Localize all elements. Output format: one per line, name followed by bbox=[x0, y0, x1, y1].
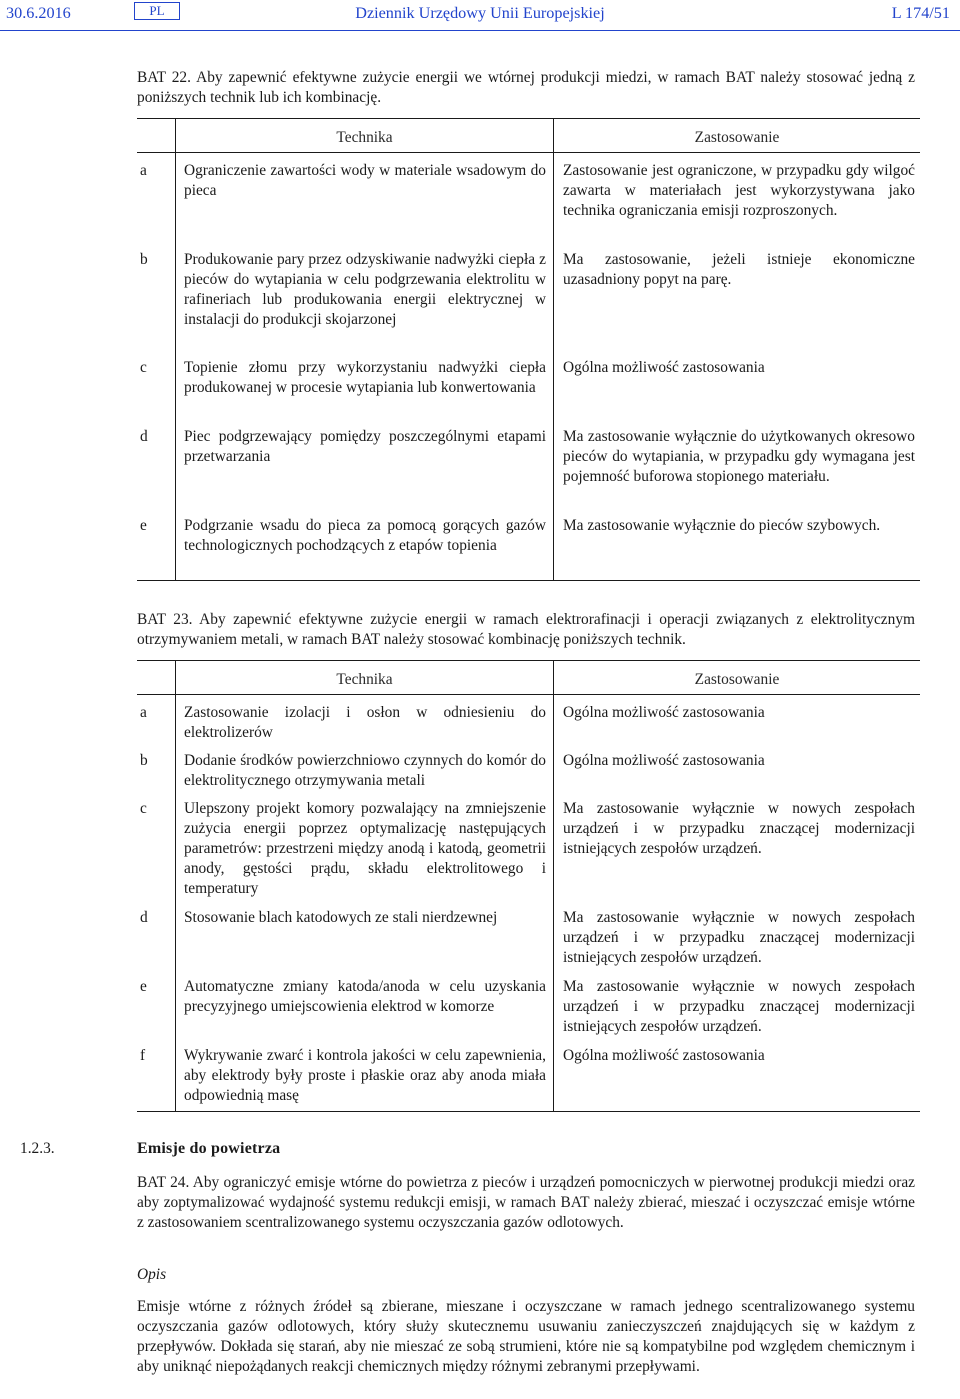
bat23-row-letter: f bbox=[140, 1047, 146, 1064]
section-number: 1.2.3. bbox=[20, 1140, 55, 1157]
bat22-intro: BAT 22. Aby zapewnić efektywne zużycie energii we wtórnej produkcji miedzi, w ramach BAT należy stosować jedną z poniższych technik lub ich kombinację. bbox=[137, 69, 915, 106]
bat23-row-applicability: Ma zastosowanie wyłącznie w nowych zespołach urządzeń i w przypadku znaczącej modernizacji istniejących zespołów urządzeń. bbox=[563, 909, 915, 966]
bat22-row-applicability: Ma zastosowanie wyłącznie do użytkowanych okresowo pieców do wytapiania, w przypadku gdy wymagana jest pojemność buforowa stopionego materiału. bbox=[563, 428, 915, 485]
bat22-col-rule-1 bbox=[175, 118, 176, 580]
bat22-col-rule-2 bbox=[553, 118, 554, 580]
bat23-row-applicability: Ogólna możliwość zastosowania bbox=[563, 1047, 765, 1064]
bat22-table-top-rule bbox=[137, 118, 920, 119]
bat23-header-rule bbox=[137, 694, 920, 695]
bat23-row-letter: c bbox=[140, 800, 147, 817]
bat22-row-technique: Produkowanie pary przez odzyskiwanie nadwyżki ciepła z pieców do wytapiania w celu podgrzewania elektrolitu w rafineriach lub produkowania energii elektrycznej w instalacji do produkcji skojarzonej bbox=[184, 251, 546, 328]
bat23-row-technique: Ulepszony projekt komory pozwalający na zmniejszenie zużycia energii poprzez optymalizację następujących parametrów: przestrzeni między anodą i katodą, geometrii anody, gęstości prądu, składu elektrolitowego i temperatury bbox=[184, 800, 546, 897]
header-date: 30.6.2016 bbox=[6, 4, 71, 22]
bat23-intro: BAT 23. Aby zapewnić efektywne zużycie energii w ramach elektrorafinacji i operacji związanych z elektrolitycznym otrzymywaniem metali, w ramach BAT należy stosować kombinację poniższych technik. bbox=[137, 611, 915, 648]
bat23-row-letter: e bbox=[140, 978, 147, 995]
bat22-header-rule bbox=[137, 152, 920, 153]
page-reference: L 174/51 bbox=[891, 4, 950, 22]
bat23-table-bottom-rule bbox=[137, 1111, 920, 1112]
bat23-row-technique: Stosowanie blach katodowych ze stali nierdzewnej bbox=[184, 909, 498, 926]
bat23-row-letter: d bbox=[140, 909, 148, 926]
bat23-header-technique: Technika bbox=[336, 671, 393, 688]
bat23-row-technique: Wykrywanie zwarć i kontrola jakości w celu zapewnienia, aby elektrody były proste i płaskie oraz aby anoda miała odpowiednią masę bbox=[184, 1047, 546, 1104]
bat22-row-applicability: Zastosowanie jest ograniczone, w przypadku gdy wilgoć zawarta w materiałach jest wykorzystywana jako technika ograniczania emisji rozproszonych. bbox=[563, 162, 915, 219]
bat22-row-technique: Ograniczenie zawartości wody w materiale wsadowym do pieca bbox=[184, 162, 546, 199]
bat22-row-letter: c bbox=[140, 359, 147, 376]
bat22-header-applicability: Zastosowanie bbox=[694, 129, 780, 146]
bat23-row-technique: Dodanie środków powierzchniowo czynnych do komór do elektrolitycznego otrzymywania metali bbox=[184, 752, 546, 789]
bat23-row-letter: a bbox=[140, 704, 147, 721]
bat23-row-applicability: Ogólna możliwość zastosowania bbox=[563, 752, 765, 769]
bat23-col-rule-1 bbox=[175, 660, 176, 1111]
bat22-row-applicability: Ogólna możliwość zastosowania bbox=[563, 359, 765, 376]
bat23-row-technique: Zastosowanie izolacji i osłon w odniesieniu do elektrolizerów bbox=[184, 704, 546, 741]
bat22-row-applicability: Ma zastosowanie wyłącznie do pieców szybowych. bbox=[563, 517, 881, 534]
opis-text: Emisje wtórne z różnych źródeł są zbierane, mieszane i oczyszczane w ramach jednego scentralizowanego systemu oczyszczania gazów odlotowych, który służy skutecznemu usuwaniu zanieczyszczeń znajdujących się w każdym z przepływów. Dokłada się starań, aby nie mieszać ze sobą strumieni, które nie są kompatybilne pod względem chemicznym i aby uniknąć niepożądanych reakcji chemicznych między różnymi zebranymi przepływami. bbox=[137, 1298, 915, 1375]
bat23-row-applicability: Ogólna możliwość zastosowania bbox=[563, 704, 765, 721]
bat22-row-letter: b bbox=[140, 251, 148, 268]
bat23-header-applicability: Zastosowanie bbox=[694, 671, 780, 688]
opis-label: Opis bbox=[137, 1266, 167, 1283]
header-rule bbox=[0, 30, 960, 31]
bat22-row-technique: Piec podgrzewający pomiędzy poszczególnymi etapami przetwarzania bbox=[184, 428, 546, 465]
bat24-intro: BAT 24. Aby ograniczyć emisje wtórne do powietrza z pieców i urządzeń pomocniczych w pierwotnej produkcji miedzi oraz aby zoptymalizować wydajność systemu redukcji emisji, w ramach BAT należy zbierać, mieszać i oczyszczać emisje wtórne z zastosowaniem scentralizowanego systemu oczyszczania gazów odlotowych. bbox=[137, 1174, 915, 1231]
language-badge: PL bbox=[134, 2, 180, 20]
bat23-row-letter: b bbox=[140, 752, 148, 769]
bat23-col-rule-2 bbox=[553, 660, 554, 1111]
bat22-header-technique: Technika bbox=[336, 129, 393, 146]
bat22-table-bottom-rule bbox=[137, 580, 920, 581]
journal-title: Dziennik Urzędowy Unii Europejskiej bbox=[355, 4, 605, 22]
bat23-table-top-rule bbox=[137, 660, 920, 661]
bat23-row-applicability: Ma zastosowanie wyłącznie w nowych zespołach urządzeń i w przypadku znaczącej modernizacji istniejących zespołów urządzeń. bbox=[563, 800, 915, 857]
bat22-row-technique: Podgrzanie wsadu do pieca za pomocą gorących gazów technologicznych pochodzących z etapów topienia bbox=[184, 517, 546, 554]
section-title: Emisje do powietrza bbox=[137, 1140, 281, 1157]
bat22-row-applicability: Ma zastosowanie, jeżeli istnieje ekonomiczne uzasadniony popyt na parę. bbox=[563, 251, 915, 288]
bat22-row-letter: e bbox=[140, 517, 147, 534]
bat22-row-technique: Topienie złomu przy wykorzystaniu nadwyżki ciepła produkowanej w procesie wytapiania lub konwertowania bbox=[184, 359, 546, 396]
bat22-row-letter: a bbox=[140, 162, 147, 179]
bat22-row-letter: d bbox=[140, 428, 148, 445]
bat23-row-applicability: Ma zastosowanie wyłącznie w nowych zespołach urządzeń i w przypadku znaczącej modernizacji istniejących zespołów urządzeń. bbox=[563, 978, 915, 1035]
bat23-row-technique: Automatyczne zmiany katoda/anoda w celu uzyskania precyzyjnego umiejscowienia elektrod w komorze bbox=[184, 978, 546, 1015]
